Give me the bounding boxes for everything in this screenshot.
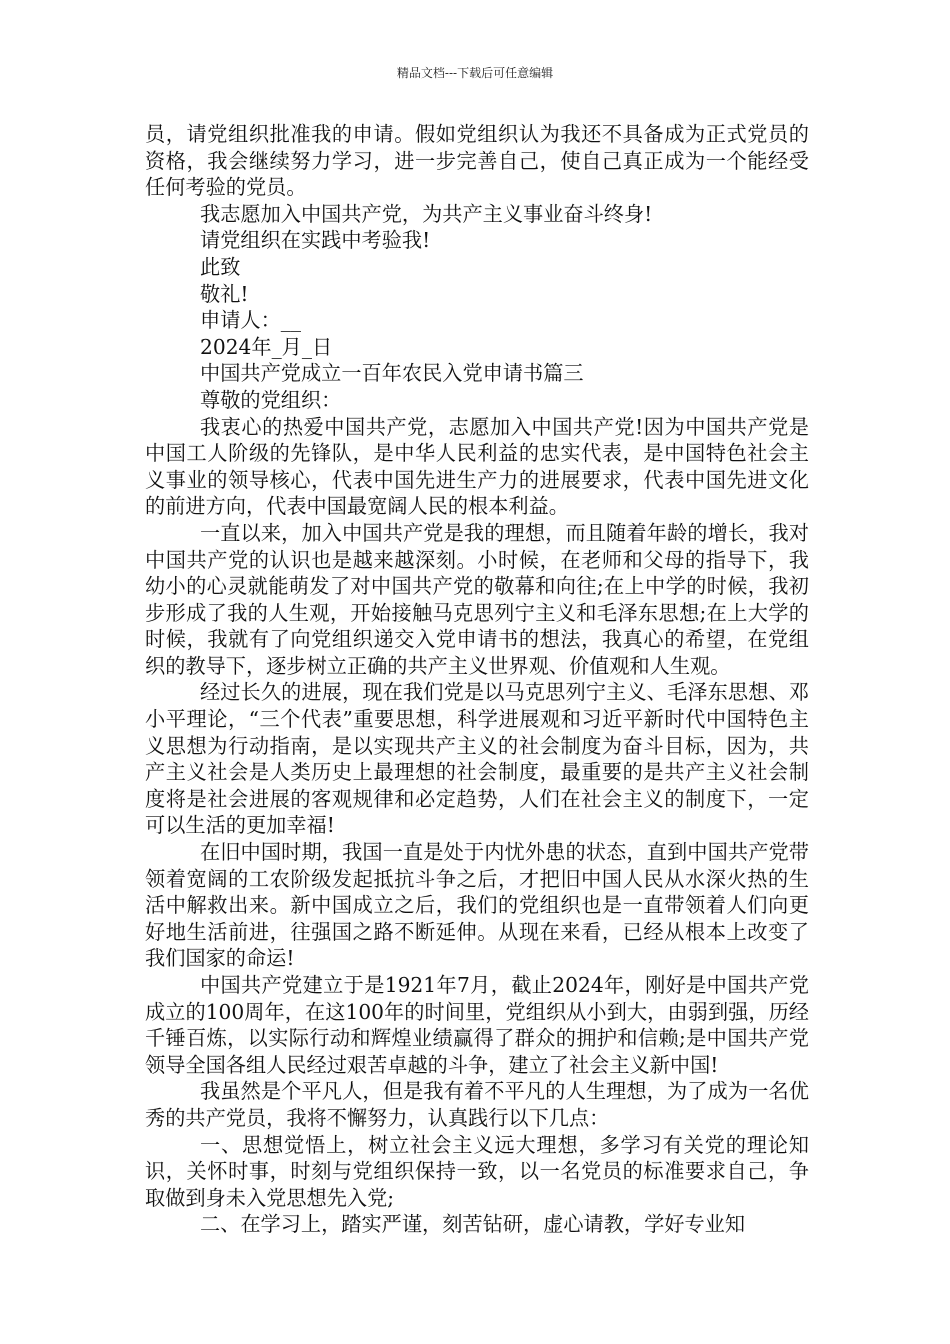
greeting-line: 尊敬的党组织：	[200, 387, 342, 412]
page-header: 精品文档---下载后可任意编辑	[396, 66, 554, 80]
pledge-line: 我志愿加入中国共产党，为共产主义事业奋斗终身!	[200, 201, 653, 226]
paragraph-continuation: 员，请党组织批准我的申请。假如党组织认为我还不具备成为正式党员的资格，我会继续努力学习，进一步完善自己，使自己真正成为一个能经受任何考验的党员。	[145, 122, 809, 200]
salute-line: 敬礼!	[200, 281, 249, 306]
document-body	[145, 121, 809, 1238]
list-item: 一、思想觉悟上，树立社会主义远大理想，多学习有关党的理论知识，关怀时事，时刻与党组织保持一致，以一名党员的标准要求自己，争取做到身未入党思想先入党;	[145, 1132, 809, 1210]
body-paragraph: 一直以来，加入中国共产党是我的理想，而且随着年龄的增长，我对中国共产党的认识也是越来越深刻。小时候，在老师和父母的指导下，我幼小的心灵就能萌发了对中国共产党的敬幕和向往;在上中学的时候，我初步形成了我的人生观，开始接触马克思列宁主义和毛泽东思想;在上大学的时候，我就有了向党组织递交入党申请书的想法，我真心的希望，在党组织的教导下，逐步树立正确的共产主义世界观、价值观和人生观。	[145, 520, 809, 678]
request-line: 请党组织在实践中考验我!	[200, 228, 431, 253]
body-paragraph: 经过长久的进展，现在我们党是以马克思列宁主义、毛泽东思想、邓小平理论，“三个代表”重要思想，科学进展观和习近平新时代中国特色主义思想为行动指南，是以实现共产主义的社会制度为奋斗目标，因为，共产主义社会是人类历史上最理想的社会制度，最重要的是共产主义社会制度将是社会进展的客观规律和必定趋势，人们在社会主义的制度下，一定可以生活的更加幸福!	[145, 680, 809, 838]
date-line: 2024年_月_日	[200, 334, 333, 359]
body-paragraph: 我衷心的热爱中国共产党，志愿加入中国共产党!因为中国共产党是中国工人阶级的先锋队，是中华人民利益的忠实代表，是中国特色社会主义事业的领导核心，代表中国先进生产力的进展要求，代表中国先进文化的前进方向，代表中国最宽阔人民的根本利益。	[145, 414, 809, 519]
body-paragraph: 在旧中国时期，我国一直是处于内忧外患的状态，直到中国共产党带领着宽阔的工农阶级发起抵抗斗争之后，才把旧中国人民从水深火热的生活中解救出来。新中国成立之后，我们的党组织也是一直带领着人们向更好地生活前进，往强国之路不断延伸。从现在来看，已经从根本上改变了我们国家的命运!	[145, 840, 809, 971]
applicant-line: 申请人：__	[200, 308, 301, 333]
list-item: 二、在学习上，踏实严谨，刻苦钻研，虚心请教，学好专业知	[199, 1212, 746, 1237]
body-paragraph: 中国共产党建立于是1921年7月，截止2024年，刚好是中国共产党成立的100周年，在这100年的时间里，党组织从小到大，由弱到强，历经千锤百炼，以实际行动和辉煌业绩赢得了群众的拥护和信赖;是中国共产党领导全国各组人民经过艰苦卓越的斗争，建立了社会主义新中国!	[145, 973, 809, 1077]
body-paragraph: 我虽然是个平凡人，但是我有着不平凡的人生理想，为了成为一名优秀的共产党员，我将不懈努力，认真践行以下几点：	[145, 1079, 809, 1130]
salutation-line: 此致	[200, 254, 241, 279]
section-title: 中国共产党成立一百年农民入党申请书篇三	[200, 361, 584, 386]
